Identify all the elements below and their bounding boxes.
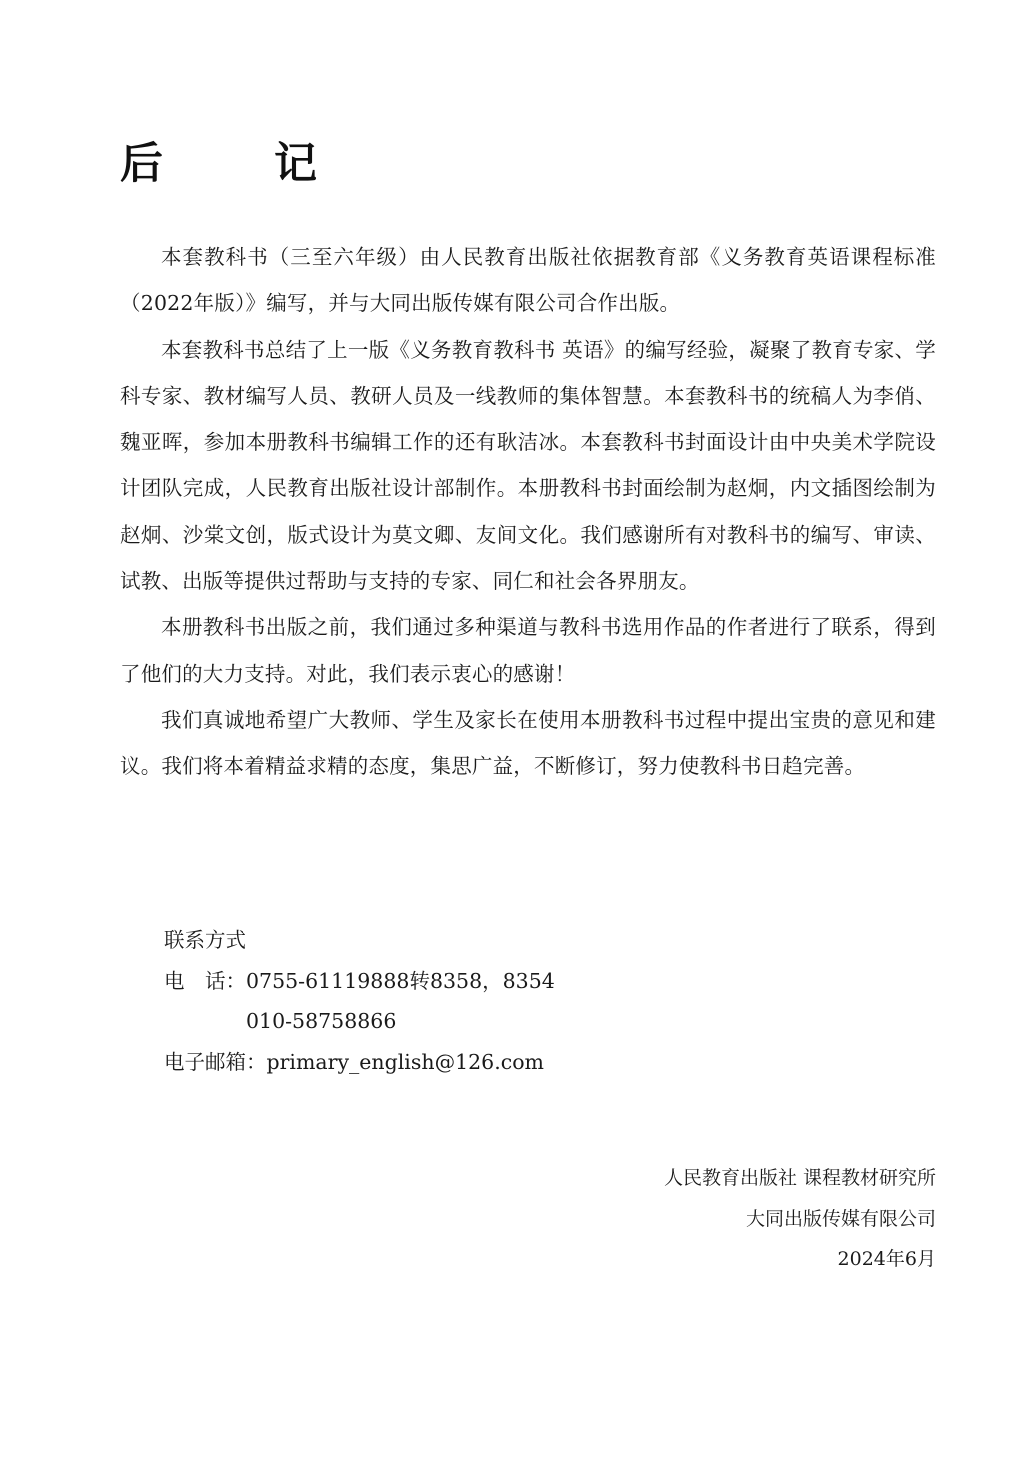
phone-number-2: 010-58758866: [246, 1009, 397, 1033]
email-address: primary_english@126.com: [266, 1049, 544, 1074]
signature-org-1: 人民教育出版社 课程教材研究所: [663, 1167, 936, 1189]
signature-org-2: 大同出版传媒有限公司: [745, 1207, 936, 1230]
email-label: 电子邮箱：: [164, 1049, 267, 1074]
afterword-body: [120, 234, 936, 790]
paragraph-1: 本套教科书（三至六年级）由人民教育出版社依据教育部《义务教育英语课程标准（2022年版）》编写，并与大同出版传媒有限公司合作出版。: [120, 245, 936, 316]
contact-info: [164, 920, 555, 1082]
email-row: [164, 1042, 555, 1083]
signature-date: 2024年6月: [837, 1248, 936, 1270]
signature-block: [664, 1158, 936, 1280]
phone-label: 电 话：: [164, 968, 246, 993]
phone-number-1: 0755-61119888转8358，8354: [246, 968, 555, 993]
paragraph-2: 本套教科书总结了上一版《义务教育教科书 英语》的编写经验，凝聚了教育专家、学科专家、教材编写人员、教研人员及一线教师的集体智慧。本套教科书的统稿人为李俏、魏亚晖，参加本册教科书编辑工作的还有耿洁冰。本套教科书封面设计由中央美术学院设计团队完成，人民教育出版社设计部制作。本册教科书封面绘制为赵炯，内文插图绘制为赵炯、沙棠文创，版式设计为莫文卿、友间文化。我们感谢所有对教科书的编写、审读、试教、出版等提供过帮助与支持的专家、同仁和社会各界朋友。: [120, 337, 936, 594]
page-title: 后 记: [120, 139, 351, 189]
contact-heading: 联系方式: [164, 928, 246, 952]
paragraph-4: 我们真诚地希望广大教师、学生及家长在使用本册教科书过程中提出宝贵的意见和建议。我们将本着精益求精的态度，集思广益，不断修订，努力使教科书日趋完善。: [120, 707, 936, 779]
phone-row: [164, 961, 555, 1002]
paragraph-3: 本册教科书出版之前，我们通过多种渠道与教科书选用作品的作者进行了联系，得到了他们的大力支持。对此，我们表示衷心的感谢！: [120, 615, 936, 686]
